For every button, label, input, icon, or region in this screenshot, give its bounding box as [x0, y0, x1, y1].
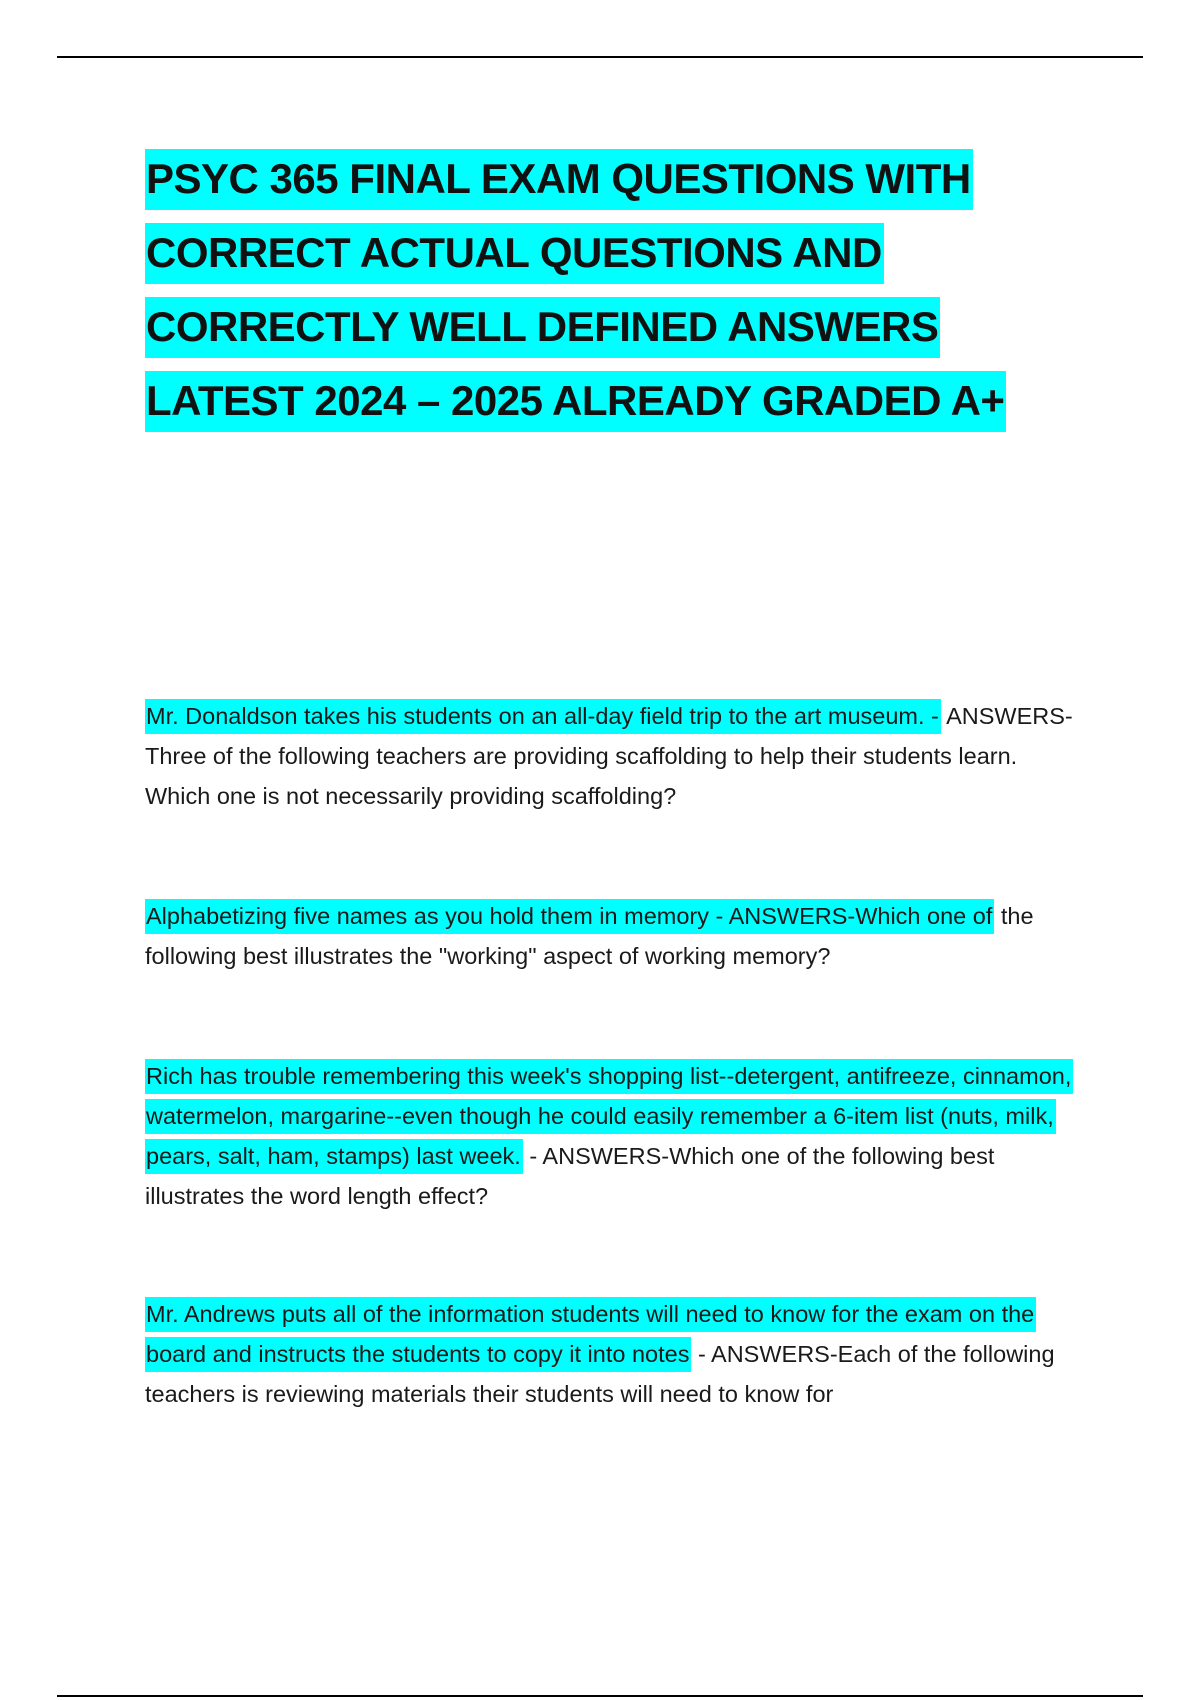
qa-entry-3-answer: Rich has trouble remembering this week's shopping list--detergent, antifreeze, cinnamon, watermelon, margarine--even though he could easily remember a 6-item list (nuts, milk, pears, salt, ham, stamps) last week.: [145, 1059, 1073, 1174]
qa-entry-1: [145, 696, 1080, 816]
bottom-rule: [57, 1695, 1143, 1697]
qa-entry-3-question: - ANSWERS-Which one of the following best illustrates the word length effect?: [145, 1143, 995, 1209]
document-title: [145, 142, 1105, 438]
qa-entry-4-question: - ANSWERS-Each of the following teachers is reviewing materials their students will need to know for: [145, 1341, 1055, 1407]
qa-entry-2: [145, 896, 1080, 976]
qa-entry-3: [145, 1056, 1080, 1216]
qa-entry-1-answer: Mr. Donaldson takes his students on an all-day field trip to the art museum. -: [145, 699, 941, 734]
qa-entry-4-answer: Mr. Andrews puts all of the information students will need to know for the exam on the board and instructs the students to copy it into notes: [145, 1297, 1036, 1372]
top-rule: [57, 56, 1143, 58]
qa-entry-2-answer: Alphabetizing five names as you hold them in memory - ANSWERS-Which one of: [145, 899, 994, 934]
qa-entry-1-question: ANSWERS-Three of the following teachers are providing scaffolding to help their students learn. Which one is not necessarily providing scaffolding?: [145, 703, 1073, 809]
title-line-1: PSYC 365 FINAL EXAM QUESTIONS WITH: [145, 149, 973, 210]
title-line-2: CORRECT ACTUAL QUESTIONS AND: [145, 223, 884, 284]
title-line-3: CORRECTLY WELL DEFINED ANSWERS: [145, 297, 940, 358]
qa-entry-4: [145, 1294, 1080, 1414]
title-line-4: LATEST 2024 – 2025 ALREADY GRADED A+: [145, 371, 1006, 432]
qa-entry-2-question: the following best illustrates the "working" aspect of working memory?: [145, 903, 1034, 969]
